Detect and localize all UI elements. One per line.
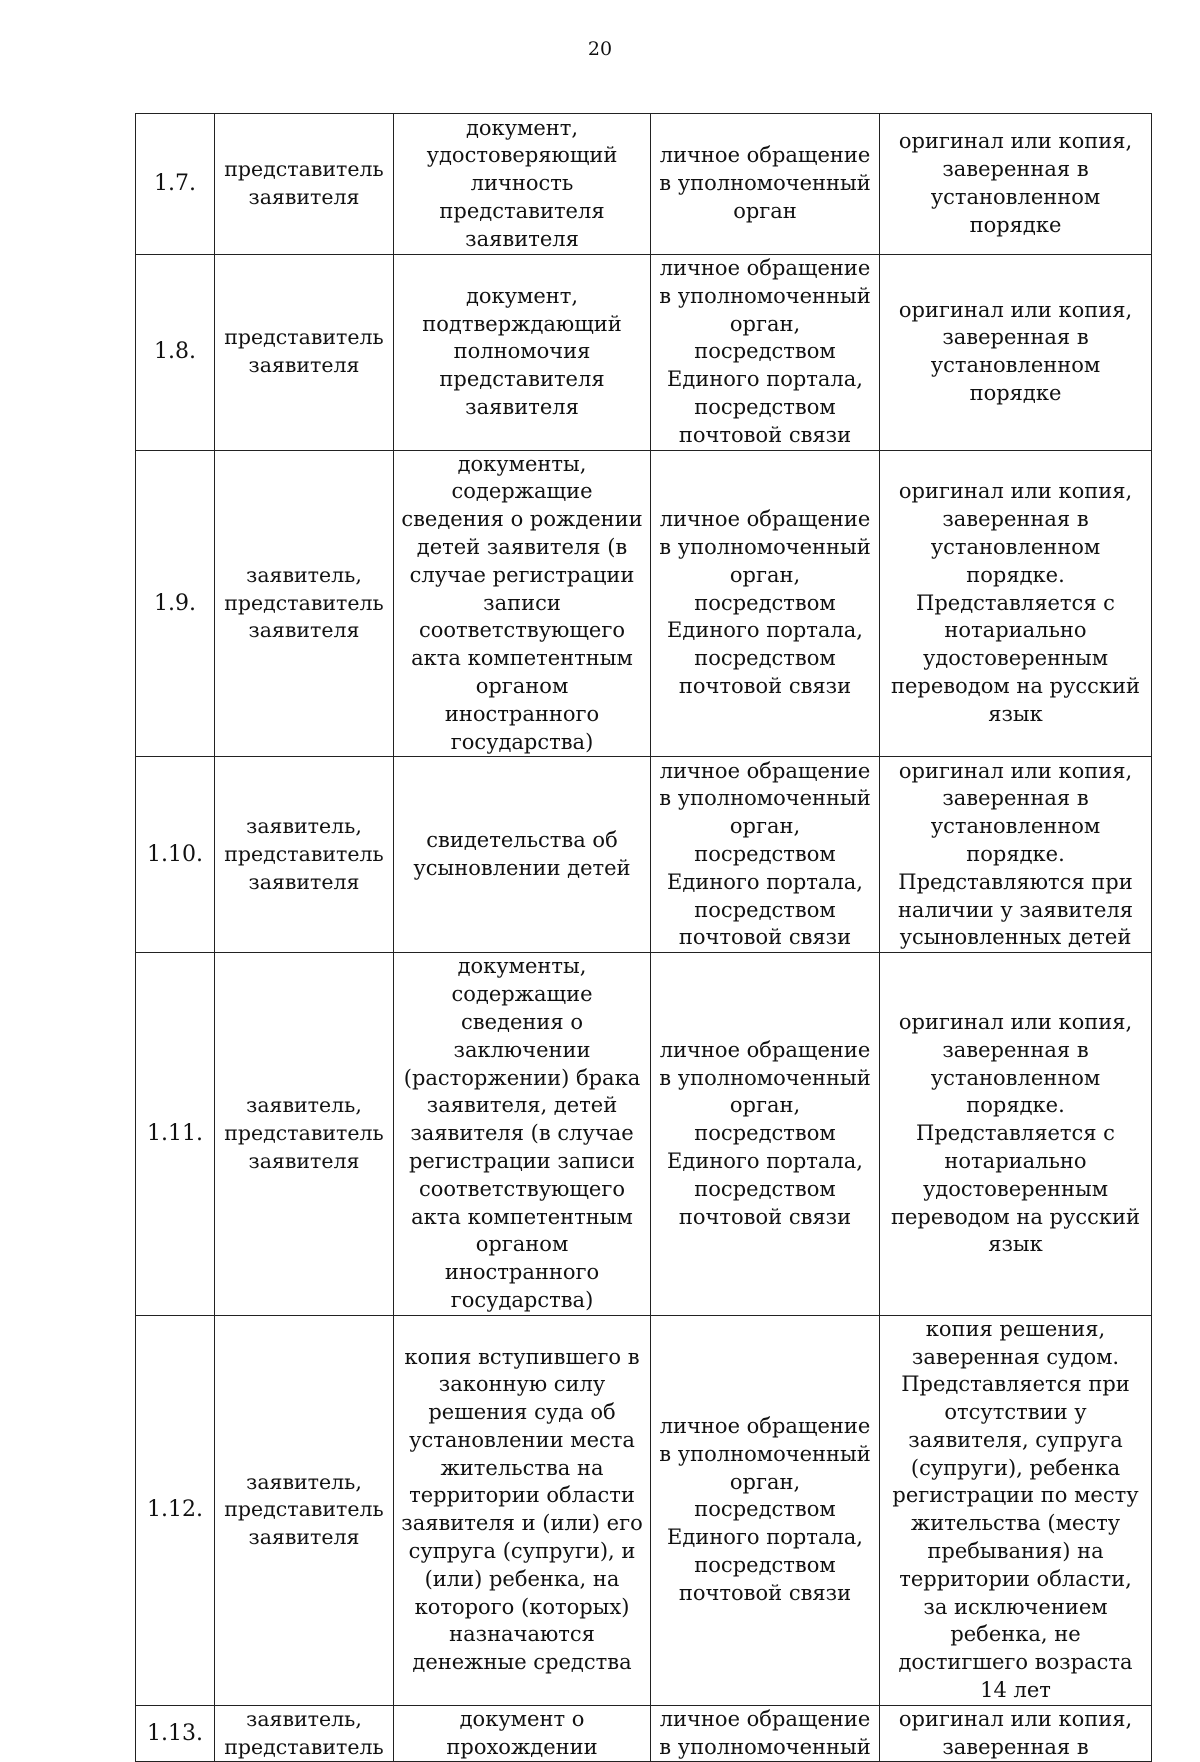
document-text: документ, подтверждающий полномочия представителя заявителя <box>422 283 622 419</box>
table-row <box>136 1315 1152 1705</box>
form-text: оригинал или копия, заверенная в установленном порядке. Представляется с нотариально удостоверенным переводом на русский язык <box>891 479 1140 726</box>
row-number: 1.10. <box>147 841 203 867</box>
applicant-cell <box>215 114 394 255</box>
applicant-cell <box>215 1705 394 1762</box>
table-row <box>136 757 1152 953</box>
method-cell <box>651 757 880 953</box>
method-text: личное обращение в уполномоченный орган, посредством Единого портала, посредством почтовой связи <box>659 758 871 950</box>
document-text: документ о прохождении <box>446 1706 598 1759</box>
document-text: документы, содержащие сведения о рождении детей заявителя (в случае регистрации записи соответствующего акта компетентным органом иностранного государства) <box>401 451 643 754</box>
applicant-cell <box>215 255 394 451</box>
form-cell <box>880 114 1152 255</box>
form-text: оригинал или копия, заверенная в <box>898 1706 1133 1759</box>
document-text: копия вступившего в законную силу решения суда об установлении места жительства на территории области заявителя и (или) его супруга (супруги), и (или) ребенка, на которого (которых) назначаются денежные средства <box>401 1344 643 1675</box>
applicant-text: представитель заявителя <box>224 325 384 378</box>
document-text: документ, удостоверяющий личность представителя заявителя <box>426 115 618 251</box>
applicant-cell <box>215 953 394 1315</box>
form-cell <box>880 1705 1152 1762</box>
form-text: оригинал или копия, заверенная в установленном порядке. Представляются при наличии у заявителя усыновленных детей <box>897 758 1134 950</box>
page-number: 20 <box>587 38 613 60</box>
form-text: оригинал или копия, заверенная в установленном порядке <box>898 297 1133 406</box>
method-cell <box>651 1315 880 1705</box>
row-number: 1.8. <box>154 339 196 365</box>
applicant-cell <box>215 1315 394 1705</box>
row-number: 1.7. <box>154 171 196 197</box>
method-text: личное обращение в уполномоченный орган, посредством Единого портала, посредством почтовой связи <box>659 1413 871 1605</box>
applicant-text: заявитель, представитель заявителя <box>224 1093 384 1173</box>
table-row <box>136 450 1152 757</box>
form-cell <box>880 1315 1152 1705</box>
document-cell <box>394 450 651 757</box>
applicant-cell <box>215 757 394 953</box>
method-text: личное обращение в уполномоченный орган <box>659 143 871 223</box>
form-cell <box>880 255 1152 451</box>
row-number-cell <box>136 1705 215 1762</box>
form-text: копия решения, заверенная судом. Представляется при отсутствии у заявителя, супруга (супруги), ребенка регистрации по месту жительства (месту пребывания) на территории области, за исключением ребенка, не достигшего возраста 14 лет <box>892 1316 1139 1703</box>
document-cell <box>394 1705 651 1762</box>
method-cell <box>651 1705 880 1762</box>
row-number: 1.11. <box>147 1121 203 1147</box>
method-text: личное обращение в уполномоченный орган, посредством Единого портала, посредством почтовой связи <box>659 507 871 698</box>
method-cell <box>651 255 880 451</box>
applicant-text: заявитель, представитель заявителя <box>224 814 384 894</box>
applicant-text: заявитель, представитель заявителя <box>224 562 384 643</box>
table-row <box>136 953 1152 1315</box>
row-number: 1.9. <box>154 590 196 616</box>
table-row <box>136 255 1152 451</box>
document-cell <box>394 114 651 255</box>
method-text: личное обращение в уполномоченный орган, посредством Единого портала, посредством почтовой связи <box>659 256 871 447</box>
table-row <box>136 114 1152 255</box>
row-number-cell <box>136 255 215 451</box>
document-cell <box>394 1315 651 1705</box>
applicant-cell <box>215 450 394 757</box>
method-cell <box>651 953 880 1315</box>
document-cell <box>394 953 651 1315</box>
row-number-cell <box>136 1315 215 1705</box>
method-text: личное обращение в уполномоченный орган, посредством Единого портала, посредством почтовой связи <box>659 1037 871 1229</box>
row-number-cell <box>136 953 215 1315</box>
document-text: свидетельства об усыновлении детей <box>413 828 631 880</box>
applicant-text: заявитель, представитель заявителя <box>224 1469 384 1550</box>
row-number-cell <box>136 114 215 255</box>
documents-table <box>135 113 1152 1762</box>
table-row <box>136 1705 1152 1762</box>
applicant-text: заявитель, представитель <box>224 1706 384 1759</box>
form-text: оригинал или копия, заверенная в установленном порядке <box>898 129 1133 237</box>
document-cell <box>394 255 651 451</box>
form-text: оригинал или копия, заверенная в установленном порядке. Представляется с нотариально удостоверенным переводом на русский язык <box>891 1009 1140 1257</box>
row-number-cell <box>136 450 215 757</box>
method-cell <box>651 114 880 255</box>
row-number: 1.12. <box>147 1497 203 1523</box>
form-cell <box>880 450 1152 757</box>
method-cell <box>651 450 880 757</box>
document-text: документы, содержащие сведения о заключении (расторжении) брака заявителя, детей заявителя (в случае регистрации записи соответствующего акта компетентным органом иностранного государства) <box>403 954 641 1312</box>
document-cell <box>394 757 651 953</box>
form-cell <box>880 757 1152 953</box>
row-number: 1.13. <box>147 1720 203 1746</box>
row-number-cell <box>136 757 215 953</box>
form-cell <box>880 953 1152 1315</box>
method-text: личное обращение в уполномоченный <box>659 1706 871 1759</box>
applicant-text: представитель заявителя <box>224 157 384 209</box>
